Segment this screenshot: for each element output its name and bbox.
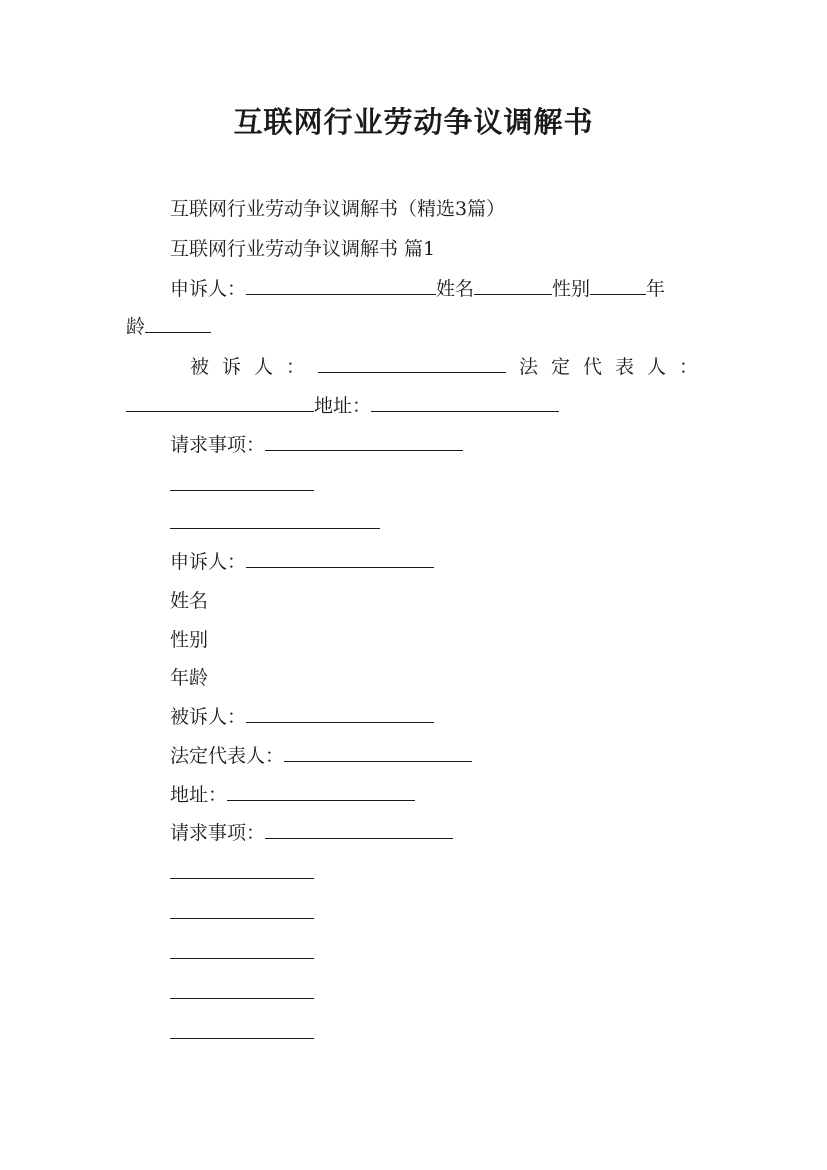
complainant-label: 申诉人： bbox=[170, 278, 247, 300]
legal-rep-blank[interactable] bbox=[126, 393, 314, 412]
age-label-year: 年 bbox=[646, 278, 666, 300]
legal-rep-char: 法 bbox=[518, 356, 538, 378]
address-row bbox=[126, 393, 559, 419]
respondent-blank[interactable] bbox=[318, 354, 506, 373]
claims-label: 请求事项： bbox=[170, 434, 266, 456]
name-label: 姓名 bbox=[436, 278, 475, 300]
age-blank[interactable] bbox=[145, 314, 211, 333]
age-label-tail: 龄 bbox=[126, 316, 146, 338]
gender-blank[interactable] bbox=[590, 276, 646, 295]
complainant-row bbox=[170, 276, 665, 302]
legal-rep-label: 法定代表人： bbox=[170, 745, 285, 767]
legal-rep-char: 代 bbox=[582, 356, 602, 378]
claims-extra-blank[interactable] bbox=[170, 1020, 314, 1039]
claims-blank[interactable] bbox=[265, 820, 453, 839]
respondent-label: 被诉人： bbox=[170, 706, 247, 728]
respondent-row bbox=[190, 354, 698, 380]
address-row-2 bbox=[170, 782, 415, 808]
respondent-char: 人 bbox=[254, 356, 274, 378]
part-heading: 互联网行业劳动争议调解书 篇1 bbox=[170, 238, 436, 260]
claims-extra-blank[interactable] bbox=[170, 510, 380, 529]
gender-label-2: 性别 bbox=[170, 629, 209, 651]
claims-blank[interactable] bbox=[265, 432, 463, 451]
claims-extra-blank[interactable] bbox=[170, 900, 314, 919]
address-label: 地址： bbox=[314, 395, 372, 417]
respondent-blank[interactable] bbox=[246, 704, 434, 723]
legal-rep-char: ： bbox=[678, 356, 698, 378]
gender-label: 性别 bbox=[552, 278, 591, 300]
claims-row bbox=[170, 432, 463, 458]
complainant-label: 申诉人： bbox=[170, 551, 247, 573]
address-blank[interactable] bbox=[371, 393, 559, 412]
legal-rep-blank[interactable] bbox=[284, 743, 472, 762]
respondent-row-2 bbox=[170, 704, 434, 730]
claims-extra-row bbox=[170, 900, 314, 926]
legal-rep-char: 定 bbox=[550, 356, 570, 378]
claims-extra-blank[interactable] bbox=[170, 860, 314, 879]
complainant-blank[interactable] bbox=[246, 549, 434, 568]
respondent-char: 诉 bbox=[222, 356, 242, 378]
address-blank[interactable] bbox=[227, 782, 415, 801]
claims-extra-blank[interactable] bbox=[170, 980, 314, 999]
name-blank[interactable] bbox=[474, 276, 552, 295]
claims-extra-row bbox=[170, 980, 314, 1006]
respondent-char: 被 bbox=[190, 356, 210, 378]
claims-extra-row bbox=[170, 510, 380, 536]
complainant-row-2 bbox=[170, 549, 434, 575]
legal-rep-row-2 bbox=[170, 743, 472, 769]
respondent-char: ： bbox=[286, 356, 306, 378]
claims-row-2 bbox=[170, 820, 453, 846]
claims-extra-row bbox=[170, 472, 314, 498]
document-title: 互联网行业劳动争议调解书 bbox=[233, 105, 594, 139]
age-label-2: 年龄 bbox=[170, 667, 209, 689]
claims-extra-row bbox=[170, 1020, 314, 1046]
legal-rep-char: 表 bbox=[614, 356, 634, 378]
claims-label: 请求事项： bbox=[170, 822, 266, 844]
claims-extra-blank[interactable] bbox=[170, 940, 314, 959]
legal-rep-char: 人 bbox=[646, 356, 666, 378]
complainant-blank[interactable] bbox=[246, 276, 436, 295]
claims-extra-blank[interactable] bbox=[170, 472, 314, 491]
address-label: 地址： bbox=[170, 784, 228, 806]
name-label-2: 姓名 bbox=[170, 590, 209, 612]
claims-extra-row bbox=[170, 940, 314, 966]
age-row bbox=[126, 314, 211, 340]
subtitle: 互联网行业劳动争议调解书（精选3篇） bbox=[170, 198, 506, 220]
claims-extra-row bbox=[170, 860, 314, 886]
